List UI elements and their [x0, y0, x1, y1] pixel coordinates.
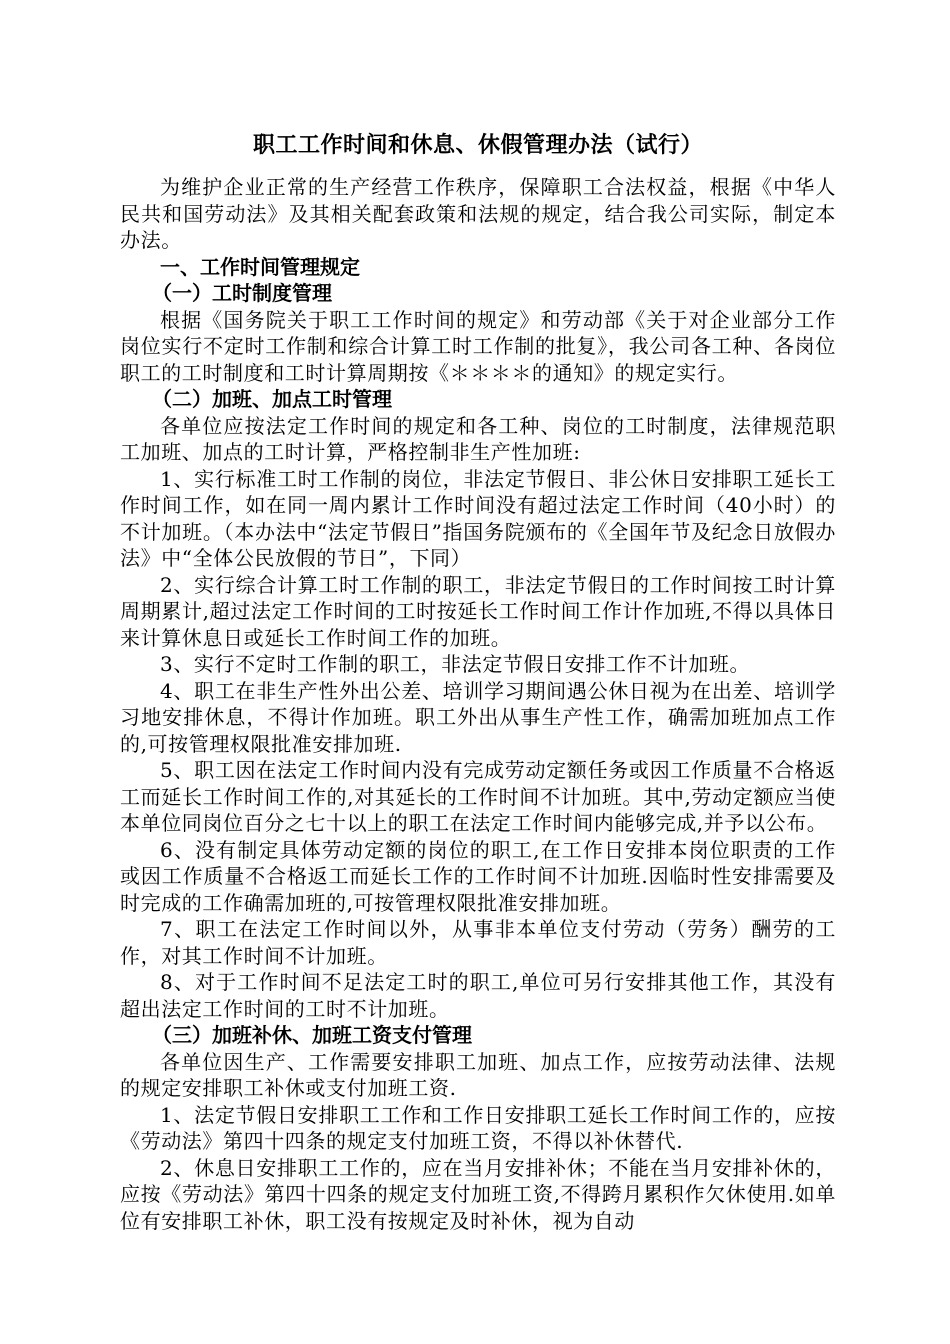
body-paragraph: 各单位应按法定工作时间的规定和各工种、岗位的工时制度，法律规范职工加班、加点的工时计算，严格控制非生产性加班: [120, 413, 836, 464]
body-paragraph: 3、实行不定时工作制的职工，非法定节假日安排工作不计加班。 [160, 652, 751, 676]
section-heading: 一、工作时间管理规定 [160, 254, 360, 279]
body-paragraph: 5、职工因在法定工作时间内没有完成劳动定额任务或因工作质量不合格返工而延长工作时间工作的,对其延长的工作时间不计加班。其中,劳动定额应当使本单位同岗位百分之七十以上的职工在法定工作时间内能够完成,并予以公布。 [120, 758, 836, 835]
body-paragraph: 8、对于工作时间不足法定工时的职工,单位可另行安排其他工作，其没有超出法定工作时间的工时不计加班。 [120, 970, 836, 1021]
body-paragraph: 为维护企业正常的生产经营工作秩序，保障职工合法权益，根据《中华人民共和国劳动法》及其相关配套政策和法规的规定，结合我公司实际，制定本办法。 [120, 175, 836, 252]
subsection-heading: （一）工时制度管理 [152, 281, 332, 305]
document-page [120, 132, 836, 1234]
document-body [120, 174, 836, 1234]
body-paragraph: 6、没有制定具体劳动定额的岗位的职工,在工作日安排本岗位职责的工作或因工作质量不合格返工而延长工作的工作时间不计加班.因临时性安排需要及时完成的工作确需加班的,可按管理权限批准安排加班。 [120, 837, 836, 915]
subsection-heading: （二）加班、加点工时管理 [152, 387, 392, 411]
subsection-heading: （三）加班补休、加班工资支付管理 [152, 1023, 472, 1047]
body-paragraph: 4、职工在非生产性外出公差、培训学习期间遇公休日视为在出差、培训学习地安排休息，不得计作加班。职工外出从事生产性工作，确需加班加点工作的,可按管理权限批准安排加班. [120, 678, 836, 756]
body-paragraph: 根据《国务院关于职工工作时间的规定》和劳动部《关于对企业部分工作岗位实行不定时工作制和综合计算工时工作制的批复》，我公司各工种、各岗位职工的工时制度和工时计算周期按《＊＊＊＊的通知》的规定实行。 [120, 307, 836, 385]
body-paragraph: 2、休息日安排职工工作的，应在当月安排补休；不能在当月安排补休的，应按《劳动法》第四十四条的规定支付加班工资,不得跨月累积作欠休使用.如单位有安排职工补休，职工没有按规定及时补休，视为自动 [120, 1155, 836, 1233]
body-paragraph: 1、法定节假日安排职工工作和工作日安排职工延长工作时间工作的，应按《劳动法》第四十四条的规定支付加班工资，不得以补休替代. [120, 1102, 836, 1153]
document-title: 职工工作时间和休息、休假管理办法（试行） [252, 133, 703, 158]
body-paragraph: 7、职工在法定工作时间以外，从事非本单位支付劳动（劳务）酬劳的工作，对其工作时间不计加班。 [120, 917, 836, 968]
body-paragraph: 各单位因生产、工作需要安排职工加班、加点工作，应按劳动法律、法规的规定安排职工补休或支付加班工资. [120, 1049, 836, 1100]
body-paragraph: 1、实行标准工时工作制的岗位，非法定节假日、非公休日安排职工延长工作时间工作，如在同一周内累计工作时间没有超过法定工作时间（40小时）的不计加班。（本办法中“法定节假日”指国务院颁布的《全国年节及纪念日放假办法》中“全体公民放假的节日”，下同） [120, 466, 836, 570]
body-paragraph: 2、实行综合计算工时工作制的职工，非法定节假日的工作时间按工时计算周期累计,超过法定工作时间的工时按延长工作时间工作计作加班,不得以具体日来计算休息日或延长工作时间工作的加班。 [120, 572, 836, 650]
